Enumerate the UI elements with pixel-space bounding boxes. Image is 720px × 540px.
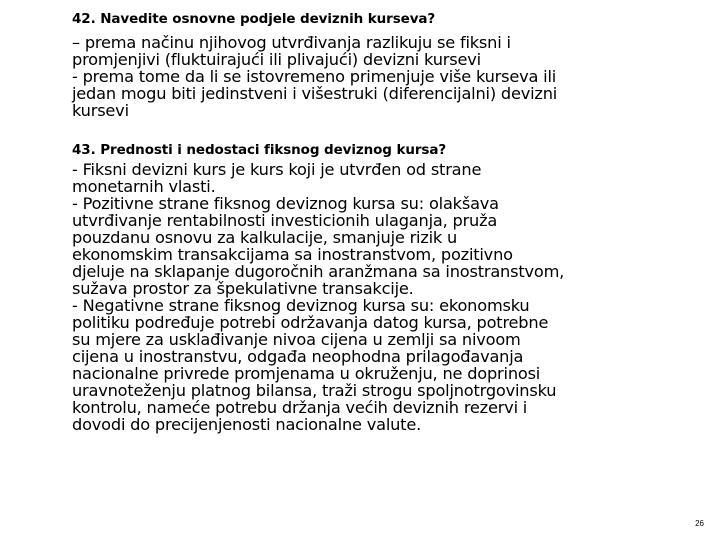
- text-line: – prema načinu njihovog utvrđivanja razlikuju se fiksni i: [72, 33, 511, 52]
- text-line: monetarnih vlasti.: [72, 177, 216, 196]
- text-line: kontrolu, nameće potrebu držanja većih deviznih rezervi i: [72, 398, 528, 417]
- text-line: cijena u inostranstvu, odgađa neophodna prilagođavanja: [72, 347, 524, 366]
- text-line: - Pozitivne strane fiksnog deviznog kursa su: olakšava: [72, 194, 499, 213]
- question-43-answer: [72, 161, 702, 433]
- question-43-heading: 43. Prednosti i nedostaci fiksnog deviznog kursa?: [72, 142, 447, 158]
- question-42-heading: 42. Navedite osnovne podjele deviznih kurseva?: [72, 11, 436, 27]
- text-line: pouzdanu osnovu za kalkulacije, smanjuje rizik u: [72, 228, 458, 247]
- text-line: - prema tome da li se istovremeno primenjuje više kurseva ili: [72, 67, 557, 86]
- page-number: 26: [695, 519, 704, 528]
- text-line: dovodi do precijenjenosti nacionalne valute.: [72, 415, 422, 434]
- text-line: kursevi: [72, 101, 129, 120]
- text-line: utvrđivanje rentabilnosti investicionih ulaganja, pruža: [72, 211, 498, 230]
- slide-content: [72, 10, 702, 433]
- question-42-answer: [72, 34, 702, 119]
- text-line: djeluje na sklapanje dugoročnih aranžmana sa inostranstvom,: [72, 262, 565, 281]
- text-line: uravnoteženju platnog bilansa, traži strogu spoljnotrgovinsku: [72, 381, 557, 400]
- text-line: - Negativne strane fiksnog deviznog kursa su: ekonomsku: [72, 296, 530, 315]
- text-line: politiku podređuje potrebi održavanja datog kursa, potrebne: [72, 313, 549, 332]
- text-line: sužava prostor za špekulativne transakcije.: [72, 279, 414, 298]
- text-line: promjenjivi (fluktuirajući ili plivajući) devizni kursevi: [72, 50, 481, 69]
- text-line: su mjere za usklađivanje nivoa cijena u zemlji sa nivoom: [72, 330, 521, 349]
- text-line: jedan mogu biti jedinstveni i višestruki (diferencijalni) devizni: [72, 84, 558, 103]
- text-line: ekonomskim transakcijama sa inostranstvom, pozitivno: [72, 245, 513, 264]
- text-line: - Fiksni devizni kurs je kurs koji je utvrđen od strane: [72, 160, 482, 179]
- text-line: nacionalne privrede promjenama u okruženju, ne doprinosi: [72, 364, 541, 383]
